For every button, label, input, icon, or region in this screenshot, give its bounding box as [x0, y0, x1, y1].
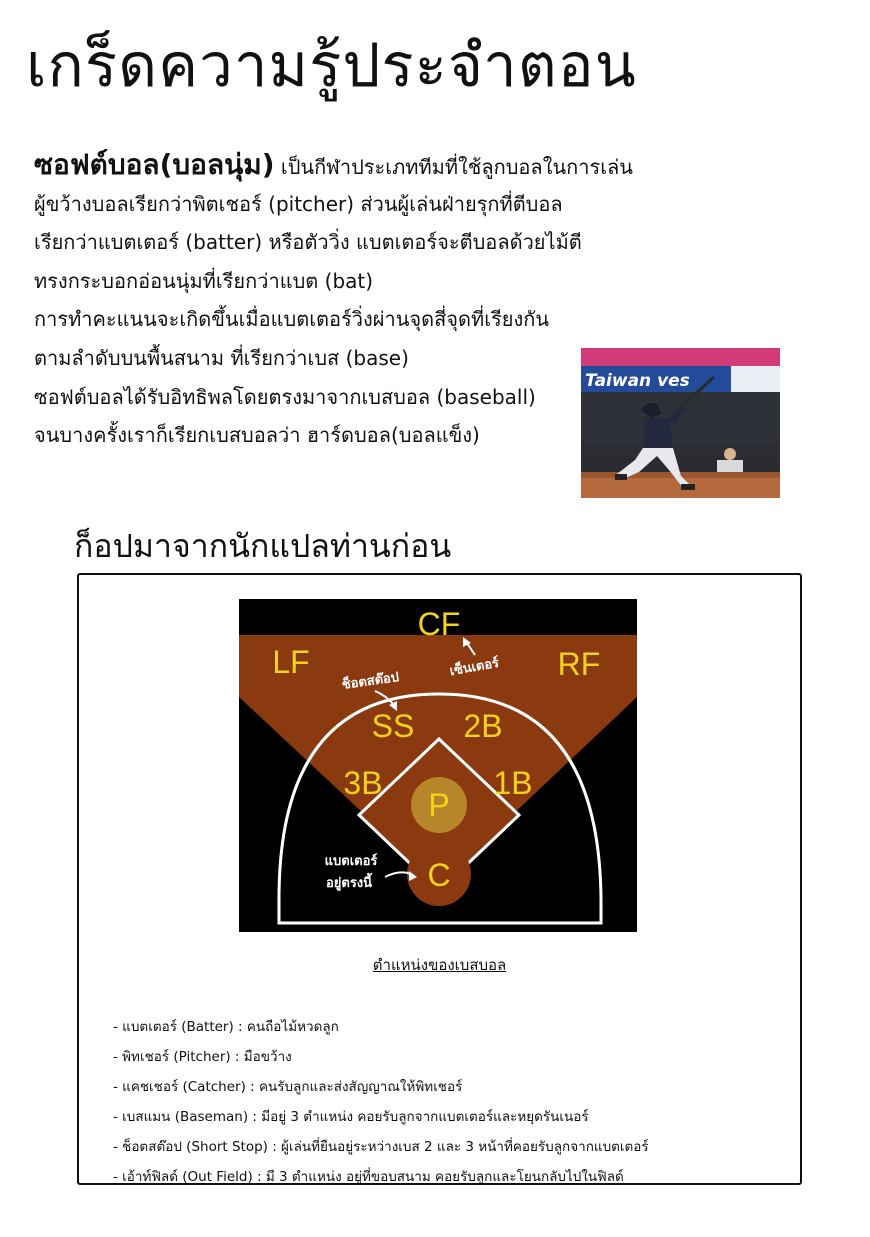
- page-title: เกร็ดความรู้ประจำตอน: [26, 31, 637, 101]
- label-rf: RF: [557, 646, 601, 682]
- batter-photo-illustration: [581, 348, 780, 498]
- definitions-list: [113, 1012, 793, 1192]
- positions-panel: [77, 573, 802, 1185]
- intro-line: ผู้ขว้างบอลเรียกว่าพิตเชอร์ (pitcher) ส่วนผู้เล่นฝ่ายรุกที่ตีบอล: [34, 191, 563, 216]
- definition-item: - เอ้าท์ฟิลด์ (Out Field) : มี 3 ตำแหน่ง อยู่ที่ขอบสนาม คอยรับลูกและโยนกลับไปในฟิลด์: [113, 1169, 624, 1185]
- definition-item: - แบตเตอร์ (Batter) : คนถือไม้หวดลูก: [113, 1019, 339, 1035]
- photo-banner-text: Taiwan ves: [585, 371, 690, 391]
- note-batter-line1: แบตเตอร์: [324, 854, 378, 869]
- intro-line: จนบางครั้งเราก็เรียกเบสบอลว่า ฮาร์ดบอล(บอลแข็ง): [34, 423, 480, 448]
- label-ss: SS: [371, 708, 415, 744]
- definition-item: - พิทเชอร์ (Pitcher) : มือขว้าง: [113, 1049, 292, 1065]
- label-lf: LF: [272, 644, 310, 680]
- intro-line: [34, 146, 734, 185]
- note-shortstop: ช็อตสต๊อป: [340, 670, 401, 693]
- label-2b: 2B: [463, 708, 503, 744]
- label-c: C: [427, 857, 451, 893]
- intro-first-line-rest: เป็นกีฬาประเภททีมที่ใช้ลูกบอลในการเล่น: [274, 155, 633, 179]
- diagram-caption-text: ตำแหน่งของเบสบอล: [372, 956, 507, 974]
- intro-line: ตามลำดับบนพื้นสนาม ที่เรียกว่าเบส (base): [34, 345, 409, 370]
- label-1b: 1B: [493, 765, 533, 801]
- section-subtitle: ก็อปมาจากนักแปลท่านก่อน: [74, 527, 452, 565]
- definition-item: - แคชเชอร์ (Catcher) : คนรับลูกและส่งสัญญาณให้พิทเชอร์: [113, 1079, 463, 1095]
- label-cf: CF: [417, 606, 461, 642]
- intro-line: เรียกว่าแบตเตอร์ (batter) หรือตัววิ่ง แบตเตอร์จะตีบอลด้วยไม้ตี: [34, 230, 582, 255]
- note-batter-line2: อยู่ตรงนี้: [325, 876, 373, 891]
- label-p: P: [428, 787, 450, 823]
- definition-item: - ช็อตสต๊อป (Short Stop) : ผู้เล่นที่ยืนอยู่ระหว่างเบส 2 และ 3 หน้าที่คอยรับลูกจากแบตเตอร์: [113, 1139, 649, 1155]
- intro-line: ทรงกระบอกอ่อนนุ่มที่เรียกว่าแบต (bat): [34, 268, 374, 293]
- field-diagram: [239, 599, 637, 932]
- label-3b: 3B: [343, 765, 383, 801]
- note-center: เซ็นเตอร์: [448, 655, 501, 680]
- intro-line: ซอฟต์บอลได้รับอิทธิพลโดยตรงมาจากเบสบอล (baseball): [34, 384, 536, 409]
- definition-item: - เบสแมน (Baseman) : มีอยู่ 3 ตำแหน่ง คอยรับลูกจากแบตเตอร์และหยุดรันเนอร์: [113, 1109, 589, 1125]
- batter-photo: [581, 348, 780, 498]
- intro-lead-term: ซอฟต์บอล(บอลนุ่ม): [34, 148, 275, 181]
- diagram-caption: [79, 953, 800, 977]
- intro-line: การทำคะแนนจะเกิดขึ้นเมื่อแบตเตอร์วิ่งผ่านจุดสี่จุดที่เรียงกัน: [34, 307, 550, 332]
